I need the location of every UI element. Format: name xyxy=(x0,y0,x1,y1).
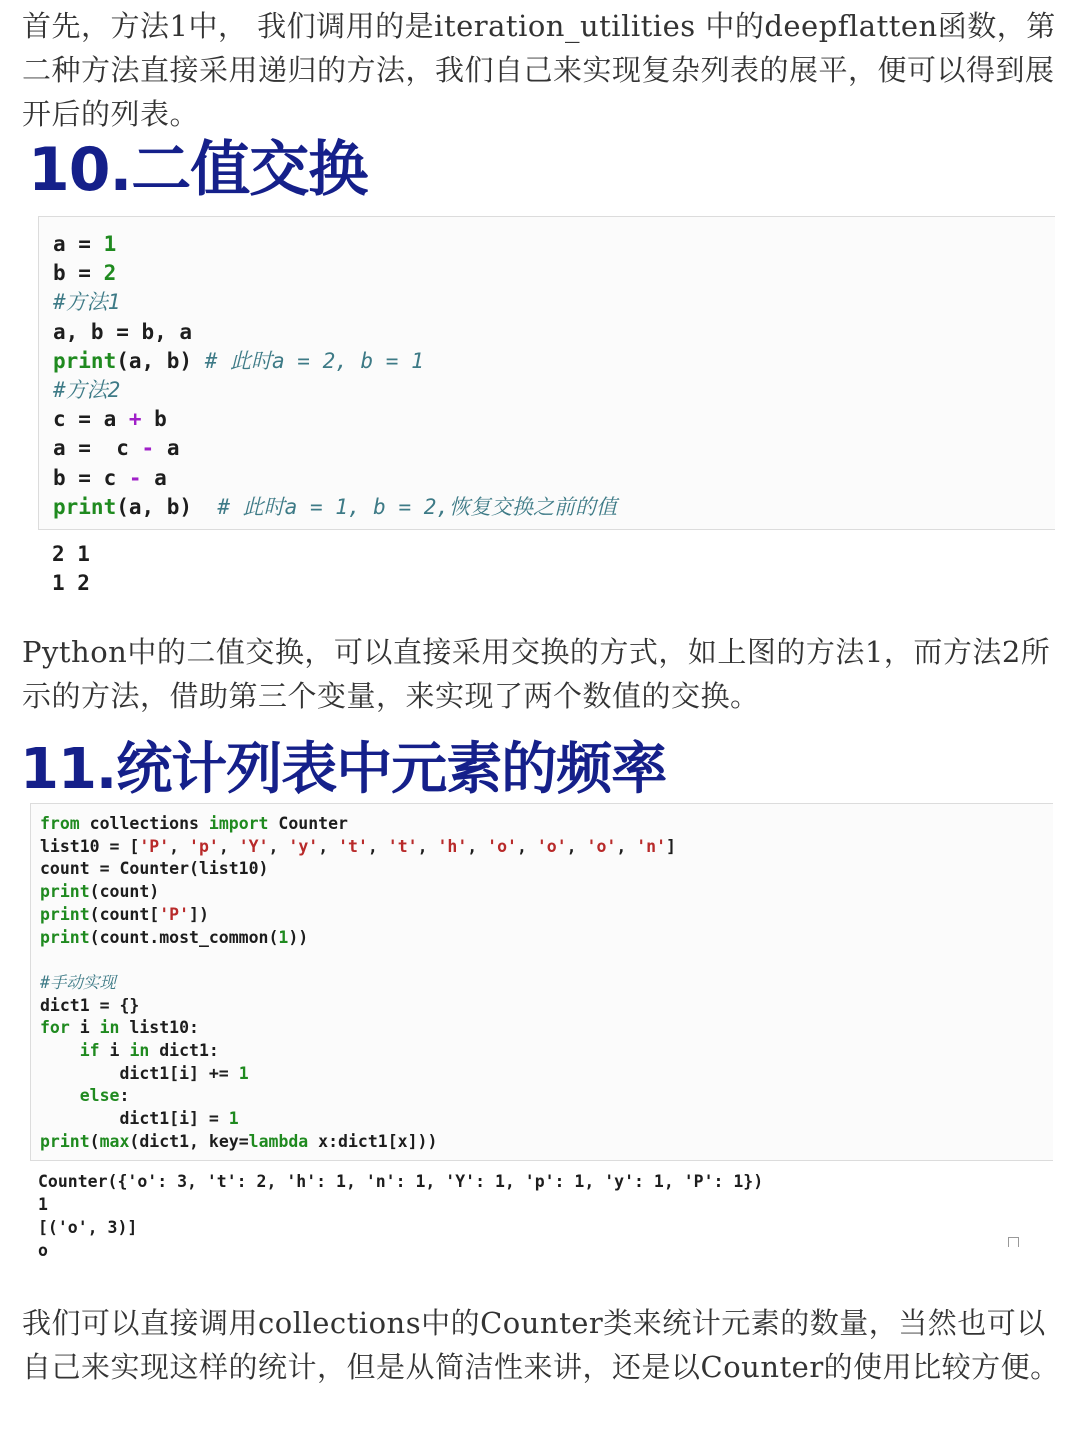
code-line-9: b = c - a xyxy=(53,465,167,490)
output-line: 1 xyxy=(38,1195,48,1214)
code-line-2: list10 = ['P', 'p', 'Y', 'y', 't', 't', 'h', 'o', 'o', 'o', 'n'] xyxy=(40,836,676,856)
section-11-title: 11.统计列表中元素的频率 xyxy=(20,737,667,802)
code-line-10: print(a, b) # 此时a = 1, b = 2,恢复交换之前的值 xyxy=(53,494,618,519)
code-line-1: from collections import Counter xyxy=(40,814,348,833)
code-counter xyxy=(40,813,676,1154)
code-line-4: a, b = b, a xyxy=(53,319,193,344)
section-10-description: Python中的二值交换，可以直接采用交换的方式，如上图的方法1，而方法2所示的方法，借助第三个变量，来实现了两个数值的交换。 xyxy=(22,635,1051,713)
code-line-2: b = 2 xyxy=(53,261,117,286)
corner-mark-icon xyxy=(1008,1237,1019,1247)
output-counter xyxy=(38,1170,763,1262)
code-line-8: a = c - a xyxy=(53,436,180,461)
code-line-12: dict1[i] += 1 xyxy=(40,1063,249,1083)
code-comment: #方法2 xyxy=(53,378,121,403)
section-10-title: 10.二值交换 xyxy=(28,135,368,205)
code-comment: #方法1 xyxy=(53,290,121,315)
code-line-1: a = 1 xyxy=(53,232,117,256)
code-line-3: count = Counter(list10) xyxy=(40,859,269,879)
code-line-6: print(count.most_common(1)) xyxy=(40,927,309,947)
code-line-4: print(count) xyxy=(40,882,160,902)
output-swap xyxy=(52,540,90,598)
code-line-13: else: xyxy=(79,1086,130,1106)
section-11-description: 我们可以直接调用collections中的Counter类来统计元素的数量，当然也可以自己来实现这样的统计，但是从简洁性来讲，还是以Counter的使用比较方便。 xyxy=(22,1306,1060,1384)
code-line-10: for i in list10: xyxy=(40,1018,199,1038)
output-line: o xyxy=(38,1241,48,1260)
output-line: 1 2 xyxy=(52,571,90,595)
code-line-14: dict1[i] = 1 xyxy=(40,1109,239,1129)
intro-paragraph: 首先，方法1中， 我们调用的是iteration_utilities 中的deepflatten函数，第二种方法直接采用递归的方法，我们自己来实现复杂列表的展平，便可以得到展开后的列表。 xyxy=(22,9,1056,131)
code-line-5: print(a, b) # 此时a = 2, b = 1 xyxy=(53,348,424,373)
code-line-5: print(count['P']) xyxy=(40,904,209,924)
output-line: [('o', 3)] xyxy=(38,1218,138,1237)
code-line-9: dict1 = {} xyxy=(40,995,140,1015)
code-cell-counter xyxy=(30,803,1053,1161)
code-line-11: if i in dict1: xyxy=(79,1041,219,1061)
code-line-7: c = a + b xyxy=(53,407,167,432)
code-line-15: print(max(dict1, key=lambda x:dict1[x])) xyxy=(40,1131,438,1151)
output-line: 2 1 xyxy=(52,542,90,566)
code-swap xyxy=(53,230,617,522)
code-comment: #手动实现 xyxy=(40,972,116,992)
output-line: Counter({'o': 3, 't': 2, 'h': 1, 'n': 1, 'Y': 1, 'p': 1, 'y': 1, 'P': 1}) xyxy=(38,1172,764,1191)
code-cell-swap xyxy=(38,216,1055,530)
